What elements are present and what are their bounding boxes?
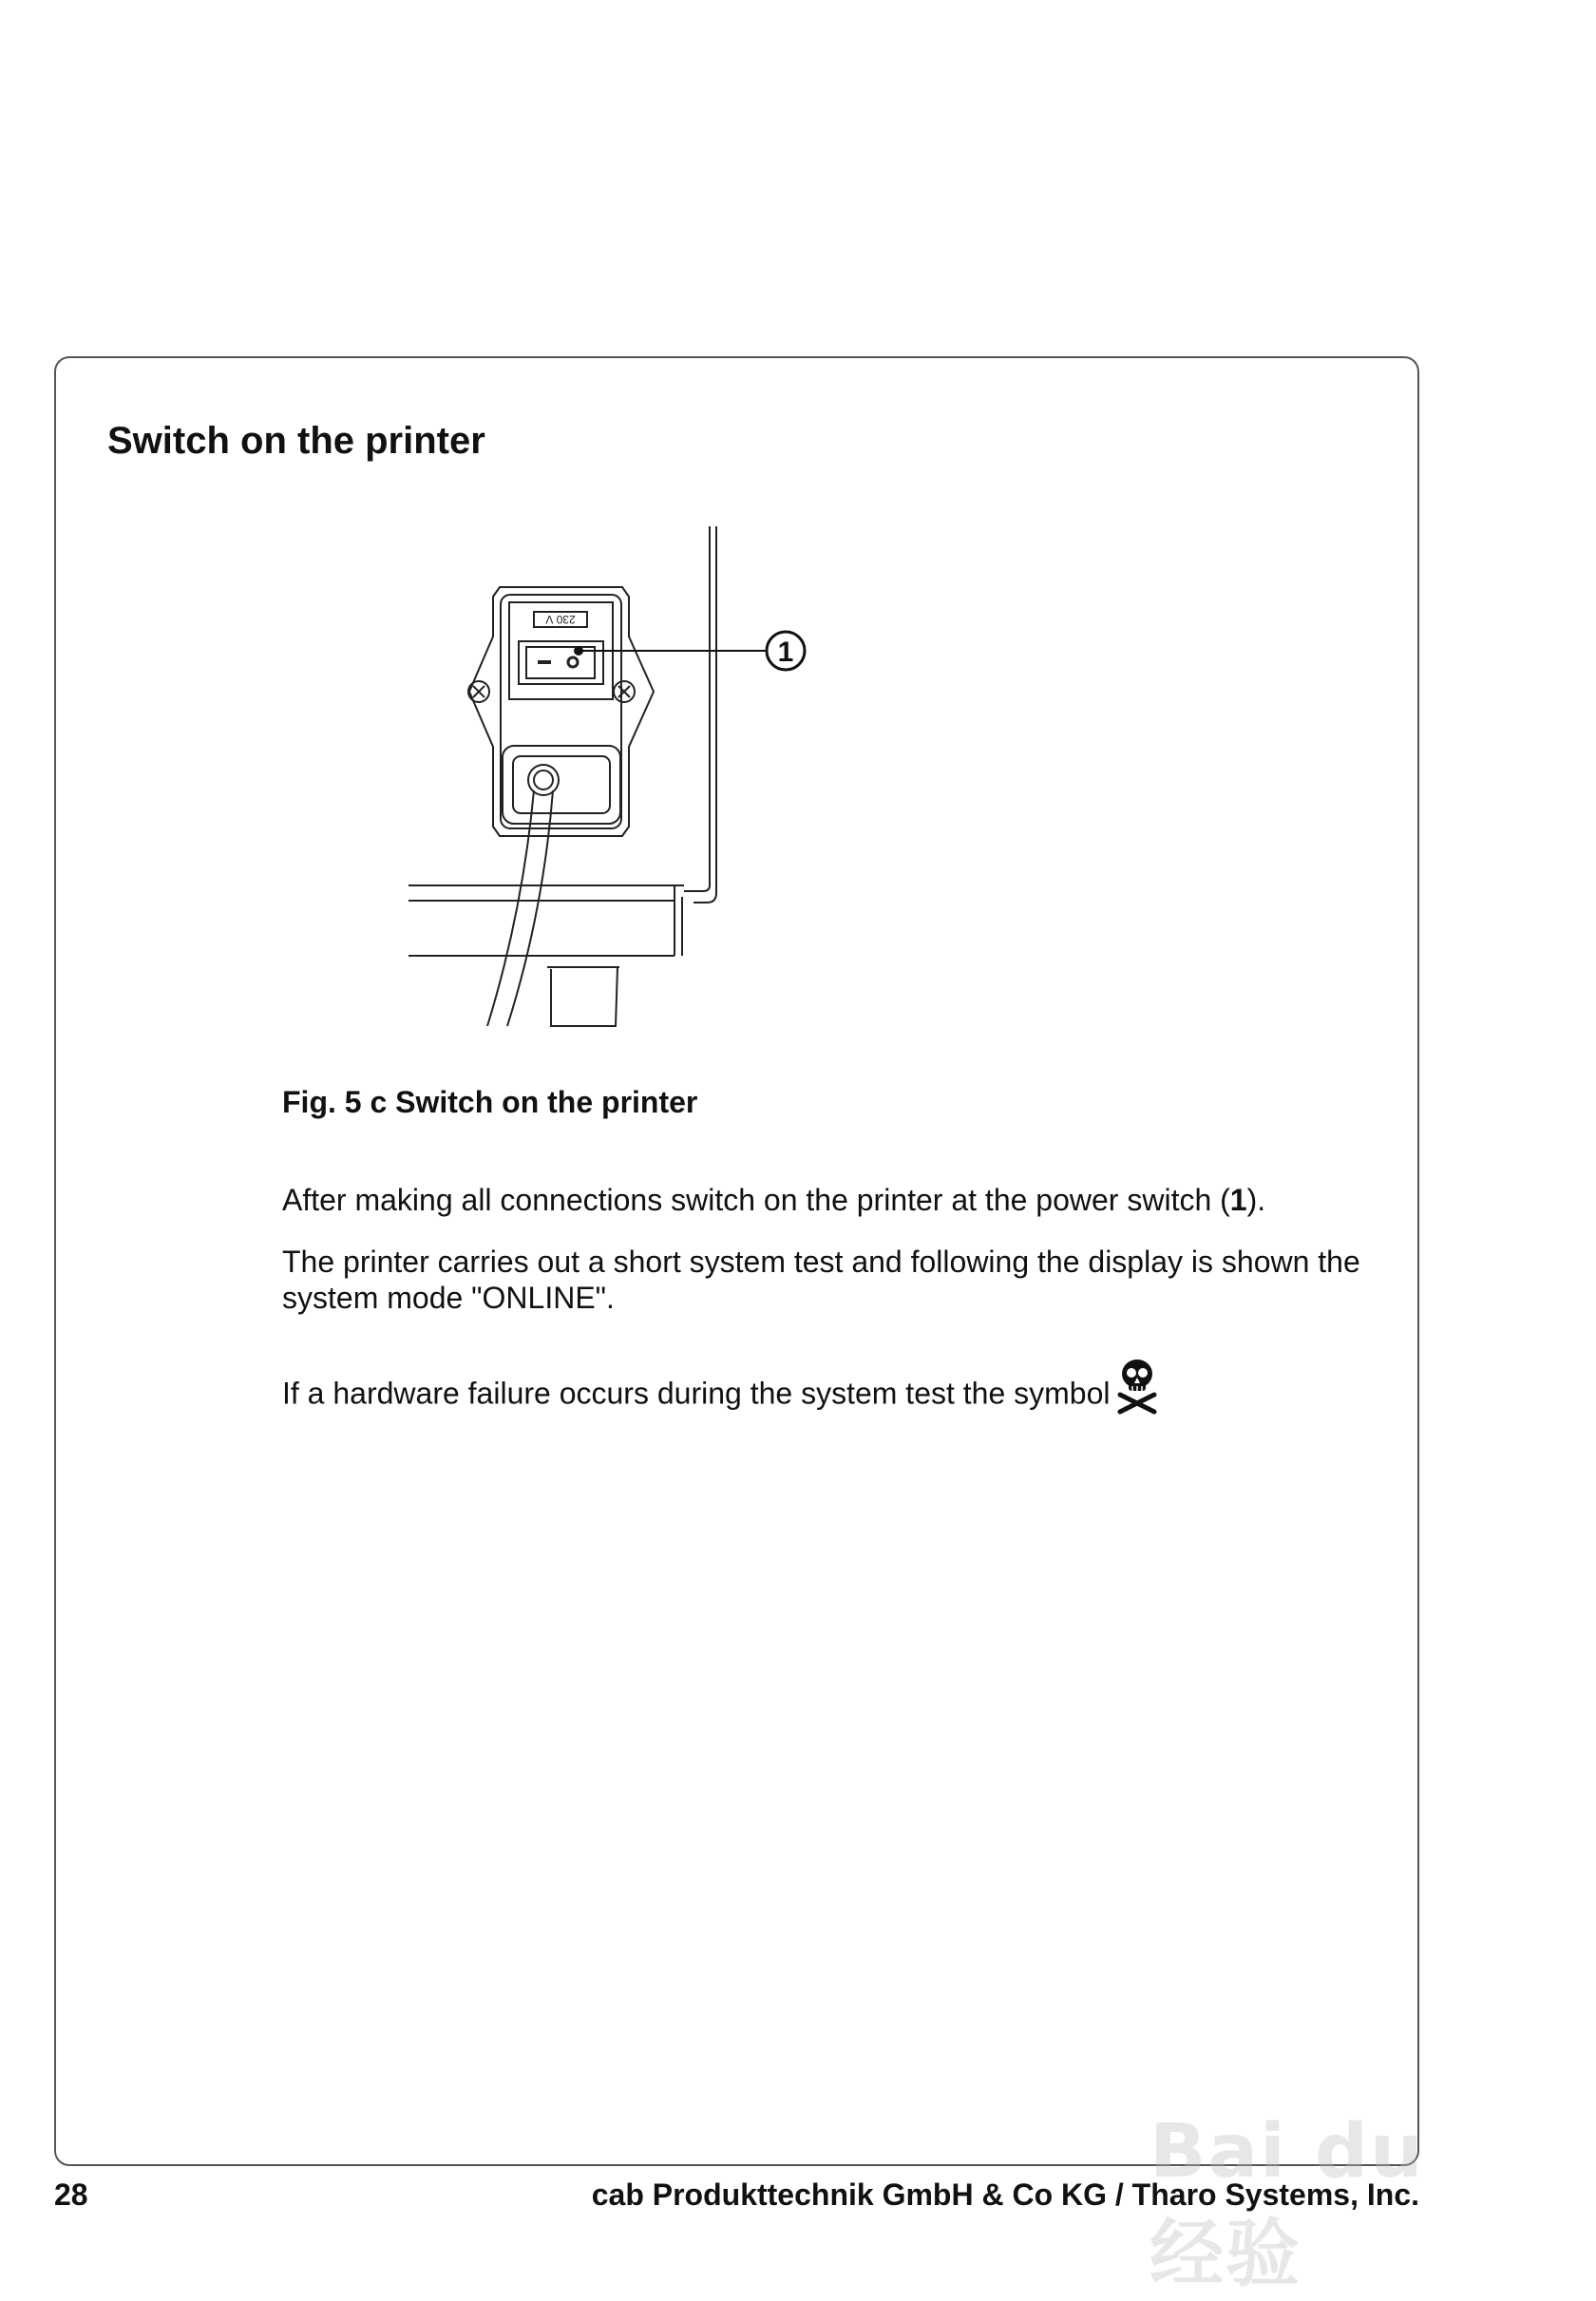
paragraph-hardware-failure bbox=[282, 1362, 1375, 1429]
paragraph-connections-ref: 1 bbox=[1229, 1183, 1247, 1217]
power-entry-module bbox=[468, 587, 654, 1026]
callout-number: 1 bbox=[777, 637, 794, 668]
watermark-text: Bai du 经验 bbox=[1150, 2109, 1425, 2297]
figure-power-switch bbox=[380, 513, 874, 1045]
section-title: Switch on the printer bbox=[107, 420, 485, 462]
paragraph-system-test: The printer carries out a short system test and following the display is shown the system mode "ONLINE". bbox=[282, 1245, 1360, 1315]
page-number: 28 bbox=[54, 2177, 88, 2212]
paragraph-hardware-failure-text: If a hardware failure occurs during the system test the symbol bbox=[282, 1376, 1111, 1411]
footer-publisher: cab Produkttechnik GmbH & Co KG / Tharo Systems, Inc. bbox=[591, 2177, 1419, 2212]
callout-dot bbox=[574, 646, 583, 656]
figure-caption: Fig. 5 c Switch on the printer bbox=[282, 1085, 698, 1119]
skull-crossbones-icon bbox=[1114, 1357, 1160, 1423]
paragraph-connections-end: ). bbox=[1246, 1183, 1266, 1217]
paragraph-connections-text: After making all connections switch on the printer at the power switch ( bbox=[282, 1183, 1230, 1217]
paragraph-connections bbox=[282, 1182, 1375, 1218]
voltage-label: 230 V bbox=[545, 613, 576, 626]
